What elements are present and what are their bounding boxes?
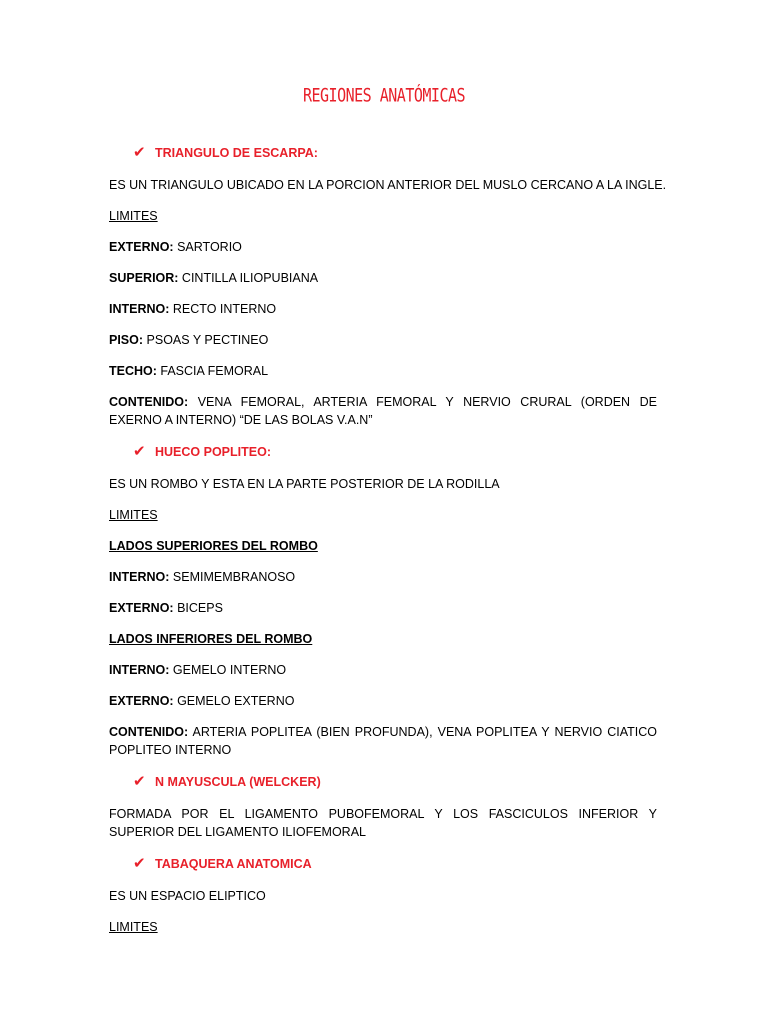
limit-key: SUPERIOR:	[109, 271, 179, 285]
limit-value: SEMIMEMBRANOSO	[169, 570, 296, 584]
paragraph: ES UN TRIANGULO UBICADO EN LA PORCION ANTERIOR DEL MUSLO CERCANO A LA INGLE.	[109, 178, 667, 192]
heading-text: N MAYUSCULA (WELCKER)	[155, 775, 321, 789]
paragraph: ES UN ESPACIO ELIPTICO	[109, 889, 266, 903]
limit-item-superior	[109, 269, 657, 287]
contenido-paragraph	[109, 723, 657, 759]
limit-value: PSOAS Y PECTINEO	[143, 333, 269, 347]
contenido-key: CONTENIDO:	[109, 725, 189, 739]
limit-key: EXTERNO:	[109, 240, 174, 254]
checkmark-icon: ✔	[133, 443, 146, 460]
contenido-value: ARTERIA POPLITEA (BIEN PROFUNDA), VENA POPLITEA Y NERVIO CIATICO POPLITEO INTERNO	[109, 725, 657, 757]
section-heading-n-mayuscula	[133, 773, 321, 791]
checkmark-icon: ✔	[133, 144, 146, 161]
limit-value: GEMELO INTERNO	[169, 663, 287, 677]
limit-key: EXTERNO:	[109, 601, 174, 615]
limit-key: INTERNO:	[109, 302, 170, 316]
heading-text: TRIANGULO DE ESCARPA:	[155, 146, 318, 160]
limit-item-techo	[109, 362, 657, 380]
page-title: REGIONES ANATÓMICAS	[302, 83, 466, 107]
subsection-title: LADOS SUPERIORES DEL ROMBO	[109, 539, 318, 553]
limit-key: INTERNO:	[109, 570, 170, 584]
contenido-key: CONTENIDO:	[109, 395, 189, 409]
limites-label: LIMITES	[109, 920, 158, 934]
paragraph: FORMADA POR EL LIGAMENTO PUBOFEMORAL Y LOS FASCICULOS INFERIOR Y SUPERIOR DEL LIGAMENTO ILIOFEMORAL	[109, 807, 657, 839]
limit-item-externo	[109, 599, 657, 617]
limit-item-piso	[109, 331, 657, 349]
limit-value: BICEPS	[173, 601, 223, 615]
checkmark-icon: ✔	[133, 855, 146, 872]
section-heading-tabaquera	[133, 855, 312, 873]
paragraph: ES UN ROMBO Y ESTA EN LA PARTE POSTERIOR DE LA RODILLA	[109, 477, 500, 491]
limit-value: FASCIA FEMORAL	[156, 364, 269, 378]
contenido-paragraph	[109, 393, 657, 429]
limites-label: LIMITES	[109, 508, 158, 522]
checkmark-icon: ✔	[133, 773, 146, 790]
section-heading-triangulo	[133, 144, 318, 162]
limit-item-interno	[109, 661, 657, 679]
heading-text: TABAQUERA ANATOMICA	[155, 857, 312, 871]
limit-item-interno	[109, 300, 657, 318]
limit-key: TECHO:	[109, 364, 157, 378]
limit-key: PISO:	[109, 333, 144, 347]
limit-value: GEMELO EXTERNO	[173, 694, 295, 708]
contenido-value: VENA FEMORAL, ARTERIA FEMORAL Y NERVIO CRURAL (ORDEN DE EXERNO A INTERNO) “DE LAS BOLAS V.A.N”	[109, 395, 657, 427]
heading-text: HUECO POPLITEO:	[155, 445, 271, 459]
section-heading-hueco-popliteo	[133, 443, 271, 461]
limit-key: EXTERNO:	[109, 694, 174, 708]
limit-value: RECTO INTERNO	[169, 302, 277, 316]
limit-item-interno	[109, 568, 657, 586]
limit-item-externo	[109, 692, 657, 710]
limit-item-externo	[109, 238, 657, 256]
limites-label: LIMITES	[109, 209, 158, 223]
subsection-title: LADOS INFERIORES DEL ROMBO	[109, 632, 313, 646]
limit-value: CINTILLA ILIOPUBIANA	[178, 271, 319, 285]
limit-value: SARTORIO	[173, 240, 242, 254]
limit-key: INTERNO:	[109, 663, 170, 677]
